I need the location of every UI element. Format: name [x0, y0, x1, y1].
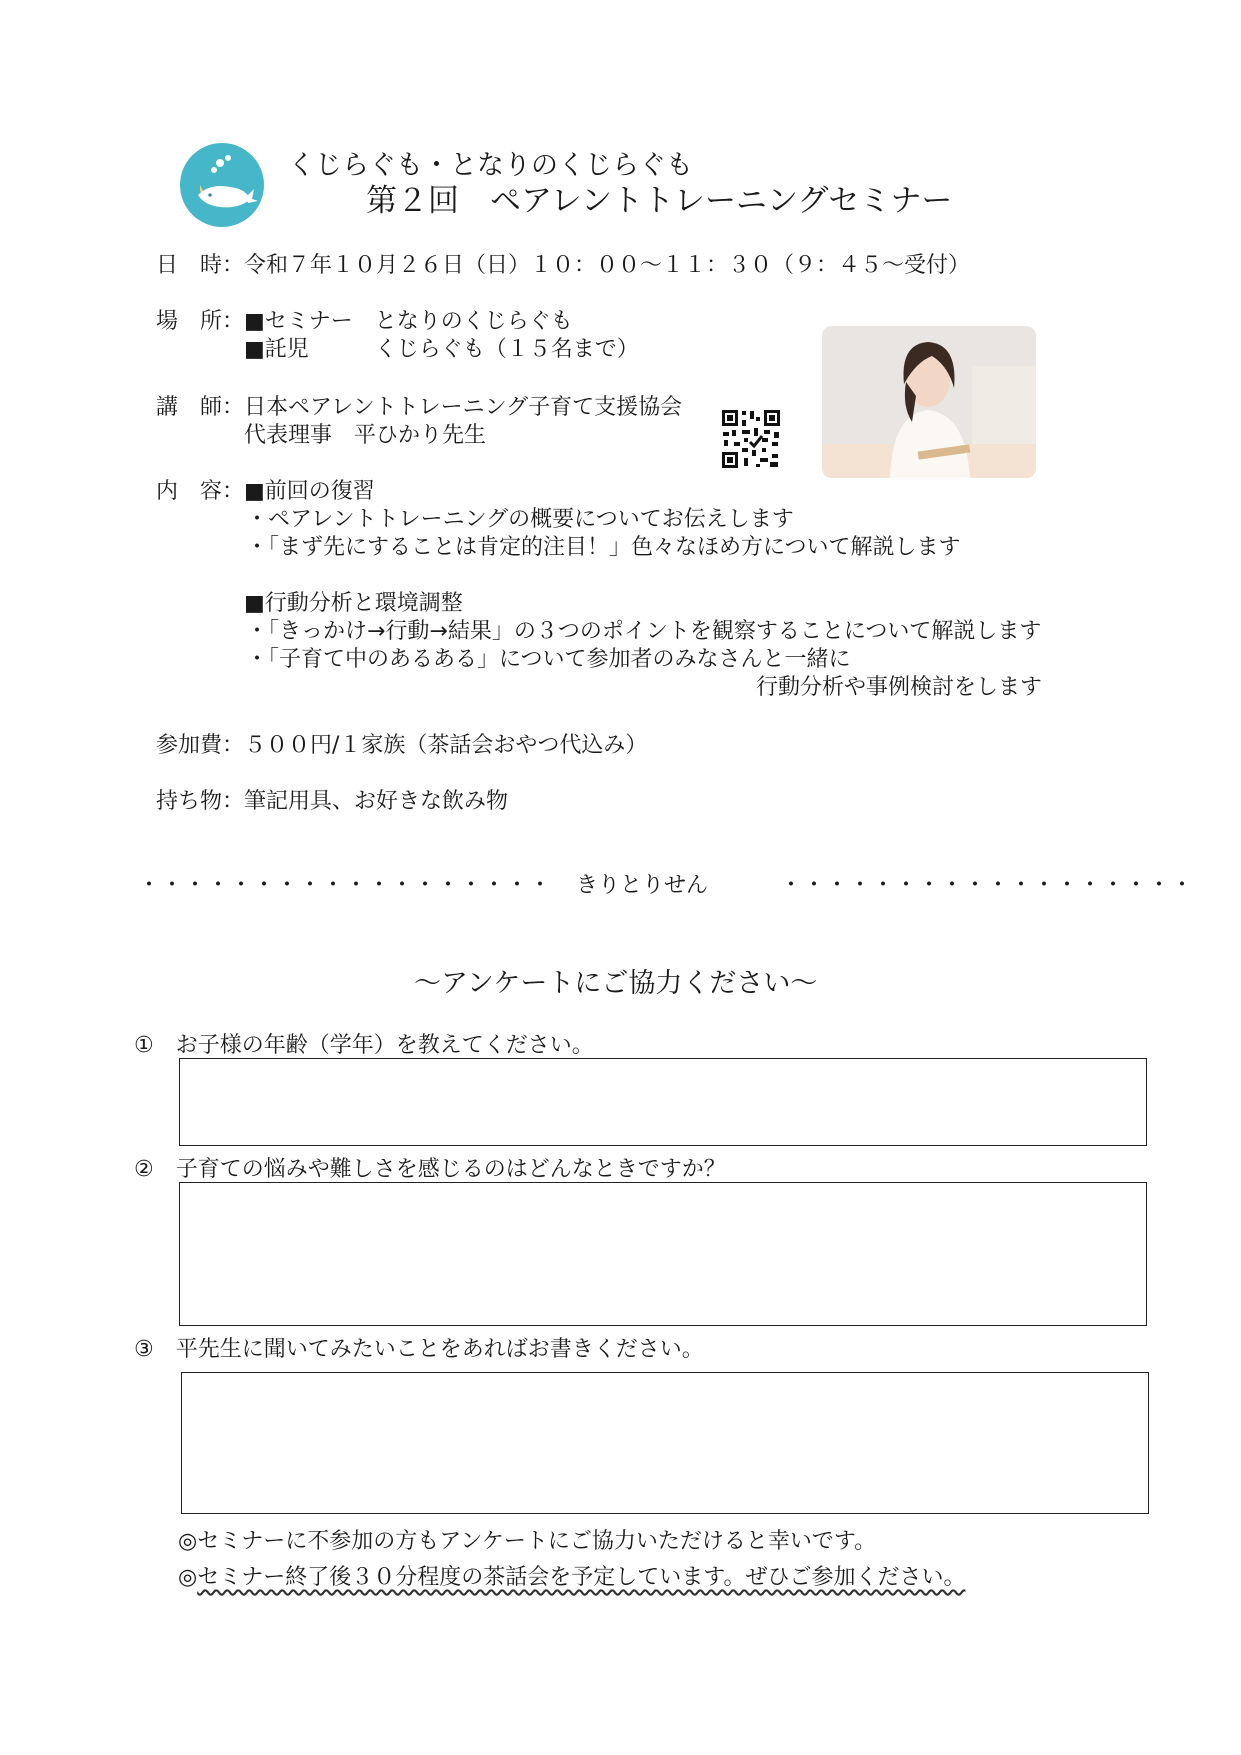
note-2-text: セミナー終了後３０分程度の茶話会を予定しています。ぜひご参加ください。 — [197, 1565, 966, 1590]
place-line-2: ■託児 くじらぐも（１５名まで） — [244, 337, 639, 362]
question-2: ② 子育ての悩みや難しさを感じるのはどんなときですか？ — [134, 1157, 726, 1182]
date-value: 令和７年１０月２６日（日）１０：００～１１：３０（９：４５～受付） — [244, 253, 971, 278]
lecturer-label: 講 師： — [156, 395, 245, 420]
note-2-mark: ◎ — [178, 1565, 198, 1590]
cutline-dots-right: ・・・・・・・・・・・・・・・・・・ — [780, 873, 1195, 898]
content-label: 内 容： — [156, 479, 245, 504]
lecturer-photo — [822, 326, 1036, 478]
content-item-3: ・「きっかけ→行動→結果」の３つのポイントを観察することについて解説します — [246, 619, 1042, 644]
lecturer-line-1: 日本ペアレントトレーニング子育て支援協会 — [244, 395, 683, 420]
cutline-dots-left: ・・・・・・・・・・・・・・・・・・ — [138, 873, 553, 898]
question-3: ③ 平先生に聞いてみたいことをあればお書きください。 — [134, 1337, 704, 1362]
content-item-1: ・ペアレントトレーニングの概要についてお伝えします — [246, 507, 794, 532]
note-2 — [178, 1564, 965, 1592]
content-item-2: ・「まず先にすることは肯定的注目！」色々なほめ方について解説します — [246, 535, 961, 560]
date-label: 日 時： — [156, 253, 245, 278]
whale-logo-icon — [180, 143, 264, 227]
place-label: 場 所： — [156, 309, 245, 334]
content-heading-2: ■行動分析と環境調整 — [244, 591, 463, 616]
survey-title: ～アンケートにご協力ください～ — [414, 968, 818, 999]
cutline-label: きりとりせん — [576, 873, 709, 898]
place-line-1: ■セミナー となりのくじらぐも — [244, 309, 573, 334]
fee-label: 参加費： — [156, 733, 245, 758]
content-item-4-cont: 行動分析や事例検討をします — [756, 675, 1043, 700]
answer-box-3[interactable] — [181, 1372, 1149, 1514]
note-1: ◎セミナーに不参加の方もアンケートにご協力いただけると幸いです。 — [178, 1529, 877, 1554]
whale-icon — [180, 143, 264, 227]
page-title: 第２回 ペアレントトレーニングセミナー — [366, 183, 953, 219]
content-heading-1: ■前回の復習 — [244, 479, 375, 504]
bring-value: 筆記用具、お好きな飲み物 — [244, 789, 509, 814]
lecturer-line-2: 代表理事 平ひかり先生 — [244, 423, 487, 448]
answer-box-1[interactable] — [179, 1058, 1147, 1146]
bring-label: 持ち物： — [156, 789, 245, 814]
qr-code-icon — [720, 408, 782, 470]
question-1: ① お子様の年齢（学年）を教えてください。 — [134, 1033, 594, 1058]
answer-box-2[interactable] — [179, 1182, 1147, 1326]
content-item-4: ・「子育て中のあるある」について参加者のみなさんと一緒に — [246, 647, 851, 672]
lecturer-portrait-image — [822, 326, 1036, 478]
fee-value: ５００円/１家族（茶話会おやつ代込み） — [244, 733, 648, 758]
org-name: くじらぐも・となりのくじらぐも — [288, 150, 693, 181]
